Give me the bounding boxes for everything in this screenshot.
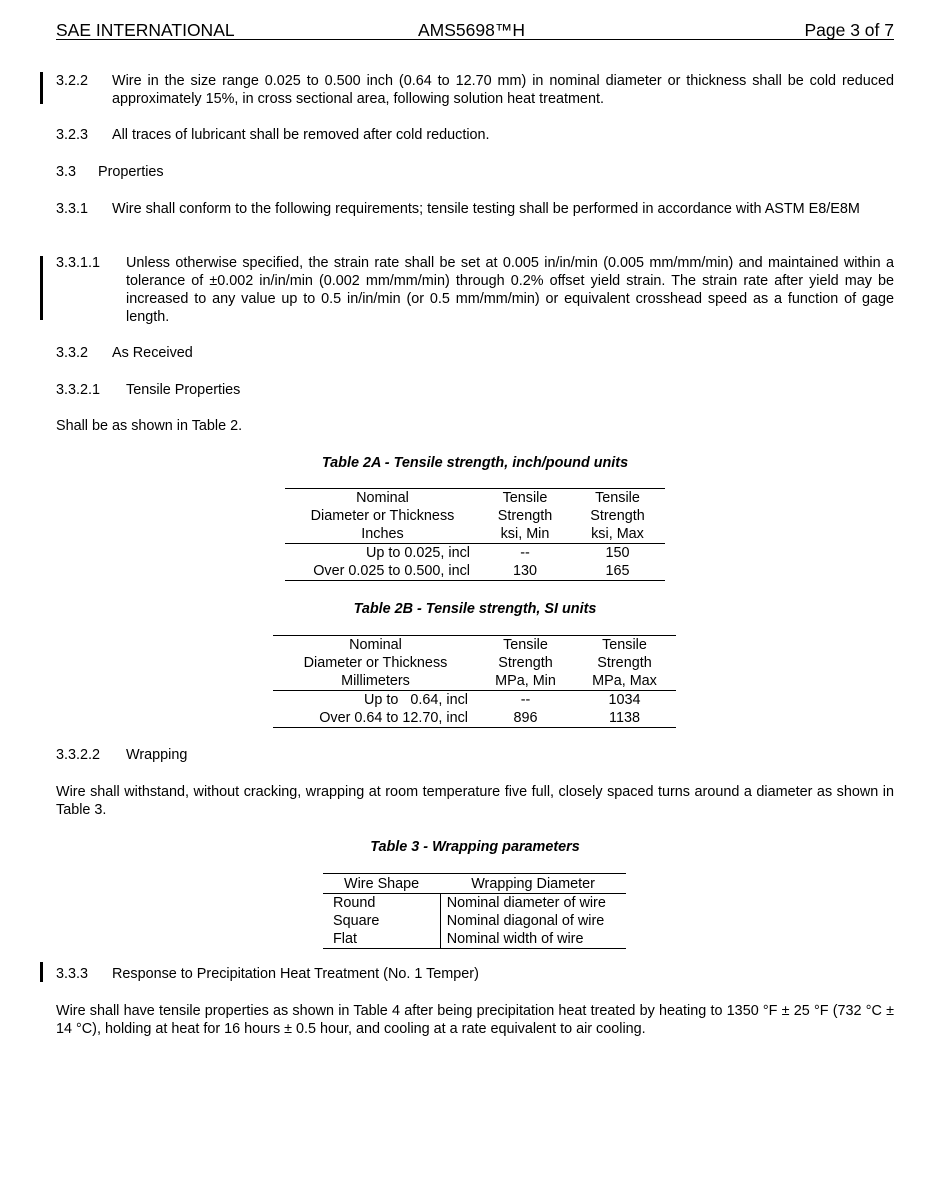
section-heading: Wrapping [126, 747, 188, 763]
header-cell: Nominal Diameter or Thickness Millimeters [273, 636, 478, 691]
table-2a-caption: Table 2A - Tensile strength, inch/pound units [321, 455, 629, 471]
section-heading: Properties [98, 164, 164, 180]
table-cell: Nominal diagonal of wire [446, 913, 605, 929]
precipitation-text: Wire shall have tensile properties as shown in Table 4 after being precipitation heat treated by heating to 1350 °F ± 25 °F (732 °C ± 14 °C), holding at heat for 16 hours ± 0.5 hour, and cooling at a rate equivalent to air cooling. [56, 1003, 894, 1037]
table-row [323, 894, 626, 913]
change-bar [40, 962, 43, 982]
table-cell: 896 [513, 710, 538, 726]
section-number: 3.3 [56, 164, 77, 180]
header-cell: Wire Shape [323, 874, 440, 894]
table-cell: -- [520, 692, 531, 708]
table-cell: 1138 [609, 710, 640, 726]
table-header-row [285, 489, 665, 544]
change-bar [40, 72, 43, 104]
table-cell: Nominal diameter of wire [446, 895, 606, 911]
section-number: 3.3.2.2 [56, 747, 101, 763]
section-text: Unless otherwise specified, the strain rate shall be set at 0.005 in/in/min (0.005 mm/mm/min) and maintained within a tolerance of ±0.002 in/in/min (0.002 mm/mm/min) through 0.2% offset yield strain. The strain rate after yield may be increased to any value up to 0.5 in/in/min (or 0.5 mm/mm/min) or equivalent crosshead speed as a function of gage length. [126, 255, 894, 325]
table-row [285, 562, 665, 581]
table-3 [323, 873, 626, 949]
table-cell: 1034 [608, 692, 641, 708]
change-bar [40, 256, 43, 320]
table-row [285, 544, 665, 563]
table-row [273, 709, 676, 728]
wrapping-text: Wire shall withstand, without cracking, wrapping at room temperature five full, closely spaced turns around a diameter as shown in Table 3. [56, 784, 894, 818]
table-cell: Over 0.64 to 12.70, incl [319, 710, 468, 726]
section-number: 3.3.1 [56, 201, 89, 217]
header-cell: Tensile Strength ksi, Min [480, 489, 570, 544]
header-cell: Tensile Strength MPa, Max [573, 636, 676, 691]
table-cell: Over 0.025 to 0.500, incl [313, 563, 470, 579]
header-cell: Nominal Diameter or Thickness Inches [285, 489, 480, 544]
table-row [323, 912, 626, 930]
table-cell: 165 [605, 563, 630, 579]
section-number: 3.3.1.1 [56, 255, 101, 271]
table-cell: Square [323, 912, 440, 930]
table-2b [273, 635, 676, 728]
table-header-row [323, 874, 626, 894]
table-cell: Up to 0.025, incl [366, 545, 470, 561]
table-cell: -- [520, 545, 530, 561]
table-3-caption: Table 3 - Wrapping parameters [370, 839, 580, 855]
section-heading: Response to Precipitation Heat Treatment (No. 1 Temper) [112, 966, 479, 982]
section-number: 3.3.2.1 [56, 382, 101, 398]
table-cell: 130 [512, 563, 537, 579]
section-number: 3.3.3 [56, 966, 89, 982]
header-cell: Tensile Strength MPa, Min [478, 636, 573, 691]
section-text: Wire in the size range 0.025 to 0.500 inch (0.64 to 12.70 mm) in nominal diameter or thickness shall be cold reduced approximately 15%, in cross sectional area, following solution heat treatment. [112, 73, 894, 107]
page-header [56, 17, 894, 40]
section-number: 3.2.2 [56, 73, 89, 89]
header-doc-number: AMS5698™H [418, 20, 525, 40]
table-reference-text: Shall be as shown in Table 2. [56, 418, 243, 434]
section-number: 3.2.3 [56, 127, 89, 143]
section-text: All traces of lubricant shall be removed after cold reduction. [112, 127, 490, 143]
section-text: Wire shall conform to the following requirements; tensile testing shall be performed in accordance with ASTM E8/E8M [112, 201, 860, 217]
table-2a [285, 488, 665, 581]
table-cell: Nominal width of wire [446, 931, 584, 947]
section-heading: Tensile Properties [126, 382, 241, 398]
header-cell: Wrapping Diameter [440, 874, 626, 894]
table-header-row [273, 636, 676, 691]
table-cell: Flat [323, 930, 440, 949]
table-cell: Round [323, 894, 440, 913]
header-org: SAE INTERNATIONAL [56, 20, 235, 40]
table-cell: 150 [605, 545, 630, 561]
section-number: 3.3.2 [56, 345, 89, 361]
header-page-number: Page 3 of 7 [804, 20, 894, 40]
section-heading: As Received [112, 345, 193, 361]
table-2b-caption: Table 2B - Tensile strength, SI units [353, 601, 597, 617]
table-row [273, 691, 676, 710]
table-cell: Up to 0.64, incl [364, 692, 468, 708]
header-cell: Tensile Strength ksi, Max [570, 489, 665, 544]
table-row [323, 930, 626, 949]
